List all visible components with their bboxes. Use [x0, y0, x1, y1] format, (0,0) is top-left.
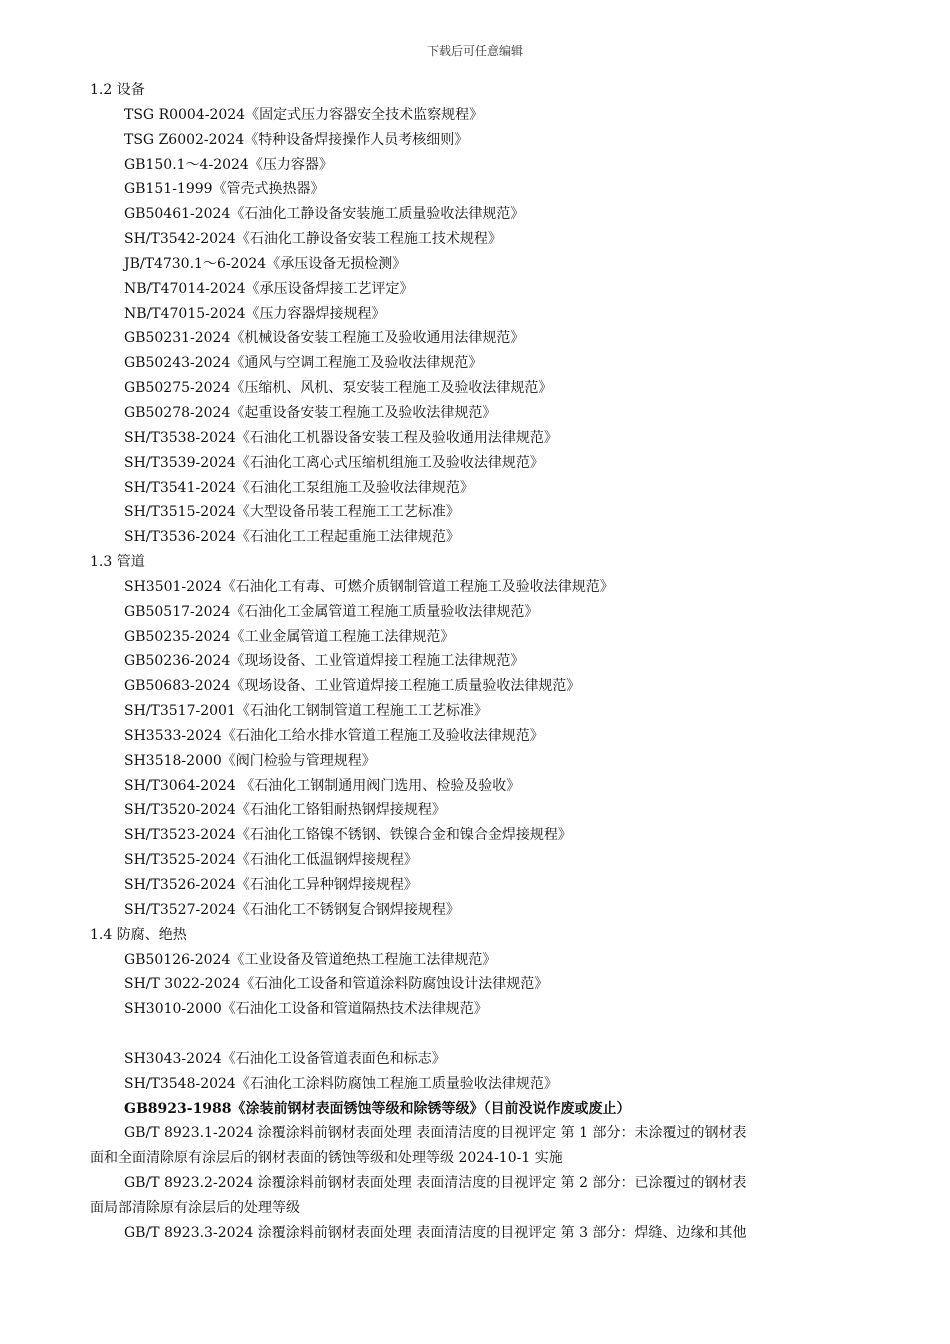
standard-item: SH/T3539-2024《石油化工离心式压缩机组施工及验收法律规范》 [124, 454, 544, 471]
standard-item: SH/T3523-2024《石油化工铬镍不锈钢、铁镍合金和镍合金焊接规程》 [124, 827, 572, 844]
standard-item: SH3010-2000《石油化工设备和管道隔热技术法律规范》 [124, 1001, 488, 1018]
standard-item: SH/T3515-2024《大型设备吊装工程施工工艺标准》 [124, 504, 460, 521]
section-heading-1-2: 1.2 设备 [90, 82, 145, 98]
standard-item: JB/T4730.1～6-2024《承压设备无损检测》 [124, 255, 407, 272]
standard-item: SH3533-2024《石油化工给水排水管道工程施工及验收法律规范》 [124, 727, 544, 744]
standard-item: NB/T47014-2024《承压设备焊接工艺评定》 [124, 280, 414, 297]
standard-item: GB50231-2024《机械设备安装工程施工及验收通用法律规范》 [124, 330, 525, 347]
standard-item: GB50461-2024《石油化工静设备安装施工质量验收法律规范》 [124, 206, 525, 223]
paragraph-line: GB/T 8923.3-2024 涂覆涂料前钢材表面处理 表面清洁度的目视评定 第 3 部分：焊缝、边缘和其他 [124, 1224, 747, 1241]
paragraph-line: GB/T 8923.2-2024 涂覆涂料前钢材表面处理 表面清洁度的目视评定 第 2 部分：已涂覆过的钢材表 [124, 1175, 747, 1192]
standard-item: SH3501-2024《石油化工有毒、可燃介质钢制管道工程施工及验收法律规范》 [124, 578, 614, 595]
standard-item: SH/T3520-2024《石油化工铬钼耐热钢焊接规程》 [124, 802, 446, 819]
standard-item: SH/T3541-2024《石油化工泵组施工及验收法律规范》 [124, 479, 474, 496]
paragraph-line: 面局部清除原有涂层后的处理等级 [90, 1199, 300, 1216]
page-header: 下载后可任意编辑 [426, 44, 523, 58]
paragraph-line: 面和全面清除原有涂层后的钢材表面的锈蚀等级和处理等级 2024-10-1 实施 [90, 1150, 563, 1167]
standard-item: GB50243-2024《通风与空调工程施工及验收法律规范》 [124, 355, 483, 372]
standard-item: GB50683-2024《现场设备、工业管道焊接工程施工质量验收法律规范》 [124, 678, 581, 695]
standard-item: SH/T3527-2024《石油化工不锈钢复合钢焊接规程》 [124, 901, 460, 918]
blank-line [90, 1022, 862, 1047]
standard-item: SH3518-2000《阀门检验与管理规程》 [124, 752, 376, 769]
standard-item: GB50235-2024《工业金属管道工程施工法律规范》 [124, 628, 455, 645]
standard-item: SH/T3548-2024《石油化工涂料防腐蚀工程施工质量验收法律规范》 [124, 1075, 558, 1092]
standard-item: SH/T3517-2001《石油化工钢制管道工程施工工艺标准》 [124, 703, 488, 720]
standard-item: GB50278-2024《起重设备安装工程施工及验收法律规范》 [124, 404, 497, 421]
paragraph-line: GB/T 8923.1-2024 涂覆涂料前钢材表面处理 表面清洁度的目视评定 第 1 部分：未涂覆过的钢材表 [124, 1125, 747, 1142]
section-heading-1-4: 1.4 防腐、绝热 [90, 926, 187, 943]
standard-item: SH/T 3022-2024《石油化工设备和管道涂料防腐蚀设计法律规范》 [124, 976, 549, 993]
standard-item: GB50517-2024《石油化工金属管道工程施工质量验收法律规范》 [124, 603, 539, 620]
section-heading-1-3: 1.3 管道 [90, 554, 145, 571]
standard-item: NB/T47015-2024《压力容器焊接规程》 [124, 305, 386, 322]
standard-item-bold: GB8923-1988《涂装前钢材表面锈蚀等级和除锈等级》（目前没说作废或废止） [124, 1100, 631, 1117]
standard-item: GB50275-2024《压缩机、风机、泵安装工程施工及验收法律规范》 [124, 380, 553, 397]
standard-item: GB50126-2024《工业设备及管道绝热工程施工法律规范》 [124, 951, 497, 968]
standard-item: SH/T3542-2024《石油化工静设备安装工程施工技术规程》 [124, 231, 502, 248]
standard-item: SH/T3064-2024 《石油化工钢制通用阀门选用、检验及验收》 [124, 777, 521, 794]
standard-item: TSG R0004-2024《固定式压力容器安全技术监察规程》 [124, 106, 484, 123]
standard-item: SH/T3525-2024《石油化工低温钢焊接规程》 [124, 852, 418, 869]
standard-item: TSG Z6002-2024《特种设备焊接操作人员考核细则》 [124, 131, 469, 148]
standard-item: GB151-1999《管壳式换热器》 [124, 181, 325, 198]
standard-item: GB50236-2024《现场设备、工业管道焊接工程施工法律规范》 [124, 653, 525, 670]
document-body [90, 78, 862, 1246]
standard-item: SH/T3538-2024《石油化工机器设备安装工程及验收通用法律规范》 [124, 429, 558, 446]
standard-item: GB150.1～4-2024《压力容器》 [124, 156, 333, 173]
standard-item: SH/T3536-2024《石油化工工程起重施工法律规范》 [124, 529, 460, 546]
standard-item: SH/T3526-2024《石油化工异种钢焊接规程》 [124, 877, 418, 893]
standard-item: SH3043-2024《石油化工设备管道表面色和标志》 [124, 1050, 446, 1067]
